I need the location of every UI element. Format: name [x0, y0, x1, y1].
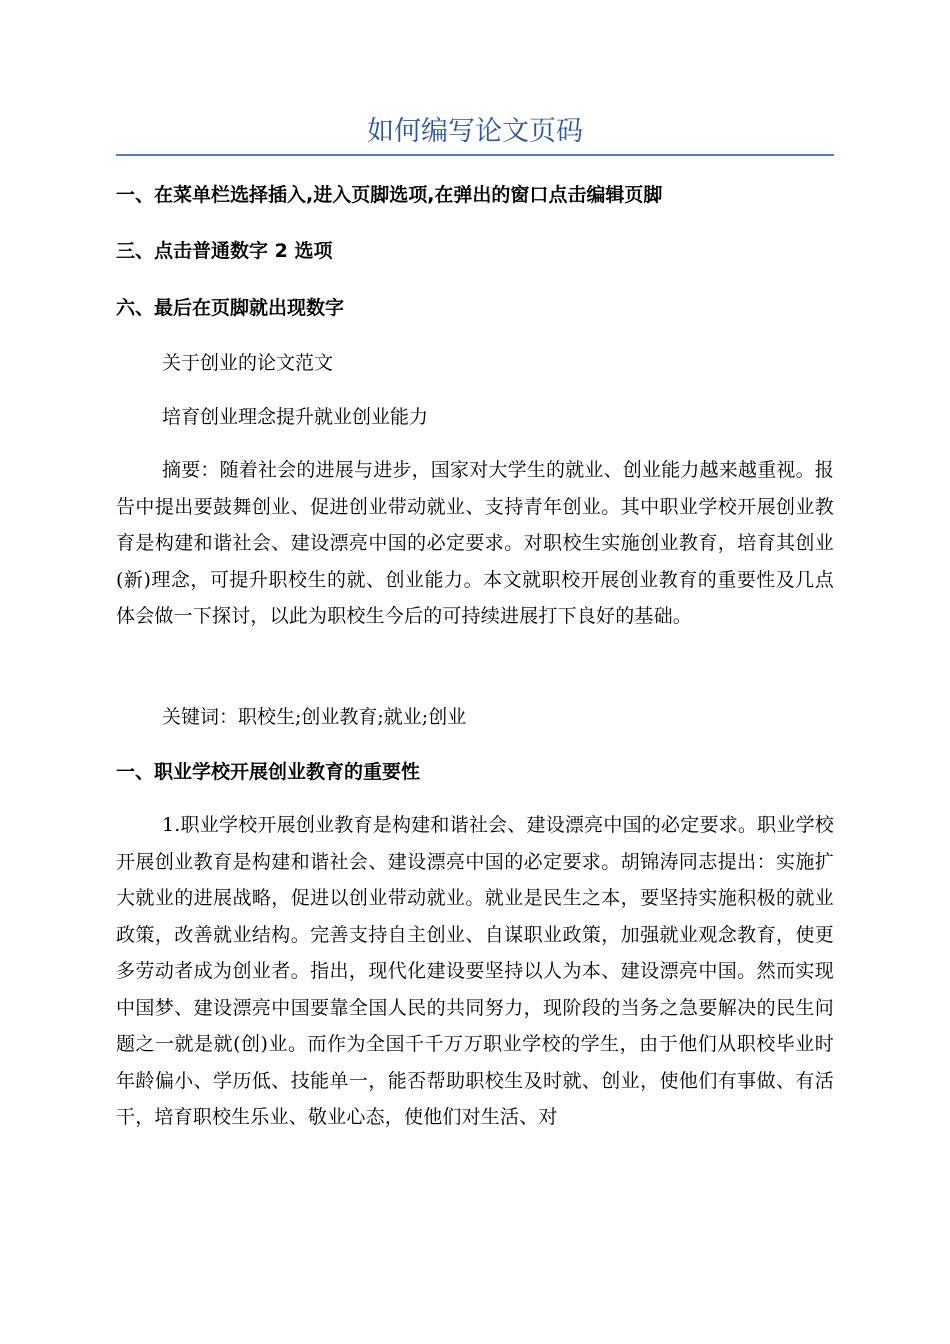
- document-title: 如何编写论文页码: [367, 116, 583, 147]
- heading-number-option: 三、点击普通数字 2 选项: [116, 240, 333, 262]
- section1-heading: 一、职业学校开展创业教育的重要性: [116, 761, 421, 783]
- heading-footer-number: 六、最后在页脚就出现数字: [116, 297, 345, 319]
- heading-insert-footer: 一、在菜单栏选择插入,进入页脚选项,在弹出的窗口点击编辑页脚: [116, 184, 663, 206]
- essay-title: 关于创业的论文范文: [162, 352, 334, 374]
- section1-paragraph: 1.职业学校开展创业教育是构建和谐社会、建设漂亮中国的必定要求。职业学校开展创业教育是构建和谐社会、建设漂亮中国的必定要求。胡锦涛同志提出：实施扩大就业的进展战略，促进以创业带动就业。就业是民生之本，要坚持实施积极的就业政策，改善就业结构。完善支持自主创业、自谋职业政策，加强就业观念教育，使更多劳动者成为创业者。指出，现代化建设要坚持以人为本、建设漂亮中国。然而实现中国梦、建设漂亮中国要靠全国人民的共同努力，现阶段的当务之急要解决的民生问题之一就是就(创)业。而作为全国千千万万职业学校的学生，由于他们从职校毕业时年龄偏小、学历低、技能单一，能否帮助职校生及时就、创业，使他们有事做、有活干，培育职校生乐业、敬业心态，使他们对生活、对: [116, 814, 834, 1128]
- keywords-line: 关键词：职校生;创业教育;就业;创业: [162, 706, 467, 728]
- essay-subtitle: 培育创业理念提升就业创业能力: [162, 406, 429, 428]
- abstract-paragraph: 摘要：随着社会的进展与进步，国家对大学生的就业、创业能力越来越重视。报告中提出要鼓舞创业、促进创业带动就业、支持青年创业。其中职业学校开展创业教育是构建和谐社会、建设漂亮中国的必定要求。对职校生实施创业教育，培育其创业(新)理念，可提升职校生的就、创业能力。本文就职校开展创业教育的重要性及几点体会做一下探讨，以此为职校生今后的可持续进展打下良好的基础。: [116, 459, 835, 627]
- title-underline: [116, 154, 834, 156]
